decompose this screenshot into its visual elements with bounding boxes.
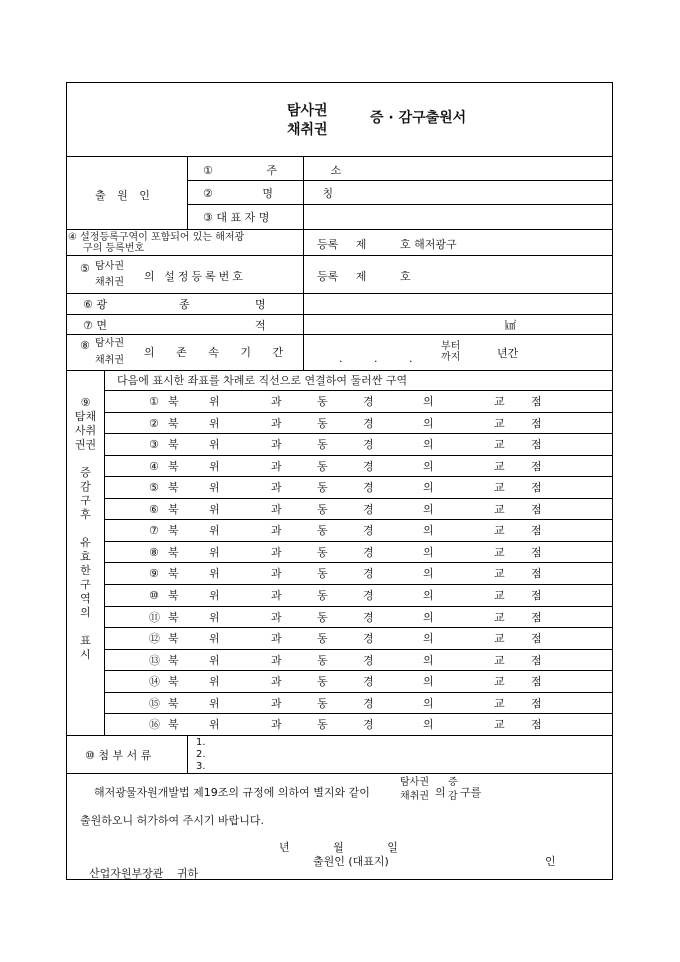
coord-row-number: ⑬ [149, 653, 160, 667]
coord-row-word: 위 [209, 632, 220, 646]
item5-kind-top: 탐사권 [95, 261, 124, 272]
coord-row-word: 동 [317, 502, 328, 516]
coord-row-word: 위 [209, 675, 220, 689]
coord-row-word: 동 [317, 395, 328, 408]
coord-row-word: 북 [168, 589, 179, 603]
coord-row-word: 위 [209, 653, 220, 667]
coord-row-word: 과 [271, 632, 282, 646]
coord-row-word: 위 [209, 524, 220, 538]
coord-row-word: 북 [168, 481, 179, 495]
attachment-1[interactable]: 1. [196, 737, 206, 748]
coord-row-word: 위 [209, 438, 220, 452]
declaration-applicant: 출원인 (대표지) [313, 855, 389, 868]
row-divider [104, 476, 612, 477]
coord-row-word: 동 [317, 610, 328, 624]
coord-row-word: 교 [494, 567, 505, 581]
coord-row-word: 경 [363, 459, 374, 473]
coord-row-word: 위 [209, 459, 220, 473]
coord-row-word: 의 [423, 610, 434, 624]
coord-row-word: 과 [271, 567, 282, 581]
coord-row-word: 의 [423, 589, 434, 603]
declaration-date: 년 월 일 [279, 841, 398, 854]
coord-row-word: 경 [363, 395, 374, 408]
item8-num: ⑧ [80, 339, 90, 352]
coord-row-word: 교 [494, 416, 505, 430]
applicant-label: 출 원 인 [95, 189, 154, 202]
coord-row-word: 경 [363, 610, 374, 624]
coord-row-word: 동 [317, 696, 328, 710]
vertical-label-char: 후 [80, 508, 91, 521]
coord-row-word: 북 [168, 696, 179, 710]
coord-row-word: 교 [494, 459, 505, 473]
coord-row-word: 위 [209, 502, 220, 516]
item7-label-b: 적 [255, 319, 266, 332]
mineral-name-field[interactable] [304, 294, 612, 313]
coord-row-word: 과 [271, 675, 282, 689]
item8-kind-top: 탐사권 [95, 338, 124, 349]
coord-row-word: 위 [209, 395, 220, 408]
coord-row-word: 교 [494, 524, 505, 538]
coord-row-word: 위 [209, 696, 220, 710]
item5-value-suffix: 호 [400, 270, 411, 283]
coord-row-word: 위 [209, 545, 220, 559]
coord-row-word: 과 [271, 718, 282, 732]
representative-field[interactable] [304, 205, 612, 228]
row-divider [104, 606, 612, 607]
coord-row-word: 점 [531, 502, 542, 516]
coord-row-number: ⑩ [149, 589, 159, 603]
coord-row-word: 위 [209, 589, 220, 603]
coord-row-word: 경 [363, 545, 374, 559]
coord-row-word: 점 [531, 438, 542, 452]
vertical-label-char [67, 452, 104, 466]
item8-label: 의 존 속 기 간 [144, 346, 288, 359]
coord-row-word: 의 [423, 653, 434, 667]
coord-row-word: 북 [168, 675, 179, 689]
coord-row-word: 교 [494, 718, 505, 732]
coord-row-word: 동 [317, 632, 328, 646]
address-label: ① 주 소 [203, 164, 342, 177]
row-divider [104, 455, 612, 456]
coord-row-word: 과 [271, 653, 282, 667]
row-divider [104, 519, 612, 520]
coord-row-word: 북 [168, 395, 179, 408]
item6-label-c: 명 [255, 298, 266, 311]
vertical-label-char: 탐채 [74, 410, 97, 423]
coord-row-word: 의 [423, 438, 434, 452]
row-divider [104, 562, 612, 563]
coord-row-word: 교 [494, 653, 505, 667]
coord-row-word: 경 [363, 481, 374, 495]
coord-row-word: 경 [363, 416, 374, 430]
coord-row-word: 북 [168, 632, 179, 646]
item4-value-registration: 등록 제 [317, 238, 367, 251]
coord-row-number: ⑭ [149, 675, 160, 689]
vertical-label-char: 권권 [74, 438, 97, 451]
coord-row-word: 의 [423, 481, 434, 495]
duration-years: 년간 [497, 347, 519, 360]
item7-label-a: ⑦ 면 [83, 319, 107, 332]
coord-row-word: 경 [363, 589, 374, 603]
coord-row-word: 북 [168, 416, 179, 430]
coord-row-word: 북 [168, 718, 179, 732]
coord-row-word: 의 [423, 675, 434, 689]
coord-row-word: 교 [494, 481, 505, 495]
duration-to: 까지 [441, 352, 461, 363]
coord-row-word: 점 [531, 718, 542, 732]
coord-row-word: 동 [317, 675, 328, 689]
coord-row-number: ⑮ [149, 696, 160, 710]
coord-row-word: 의 [423, 502, 434, 516]
declaration-mid: 의 [435, 786, 446, 799]
coord-row-number: ③ [149, 438, 159, 452]
coord-row-word: 경 [363, 632, 374, 646]
coord-row-word: 동 [317, 567, 328, 581]
vertical-label-char: 사취 [74, 424, 97, 437]
coord-row-word: 동 [317, 416, 328, 430]
page-title: 증 · 감구출원서 [370, 110, 467, 126]
coord-row-word: 위 [209, 567, 220, 581]
coord-row-number: ⑯ [149, 718, 160, 732]
attachments-label: ⑩ 첨 부 서 류 [85, 749, 152, 762]
coord-row-word: 경 [363, 438, 374, 452]
coord-row-word: 의 [423, 395, 434, 408]
coord-row-word: 교 [494, 632, 505, 646]
coord-row-word: 의 [423, 459, 434, 473]
coord-row-number: ② [149, 416, 159, 430]
row-divider [104, 412, 612, 413]
item9-vertical-label [67, 396, 104, 662]
item5-value-registration: 등록 제 [317, 270, 367, 283]
coord-row-word: 점 [531, 567, 542, 581]
vertical-label-char: 표 [80, 634, 91, 647]
representative-label: ③ 대 표 자 명 [203, 211, 270, 224]
coord-row-word: 북 [168, 545, 179, 559]
coord-row-word: 교 [494, 502, 505, 516]
item8-kind-bottom: 채취권 [95, 355, 124, 366]
coord-row-word: 동 [317, 718, 328, 732]
coord-row-number: ⑨ [149, 567, 159, 581]
item4-value-suffix: 호 해저광구 [400, 238, 457, 251]
item6-label-a: ⑥ 광 [83, 298, 107, 311]
coord-row-word: 위 [209, 481, 220, 495]
coord-row-word: 과 [271, 395, 282, 408]
coord-row-word: 점 [531, 610, 542, 624]
row-divider [104, 649, 612, 650]
coord-row-word: 북 [168, 653, 179, 667]
declaration-inc-bottom: 감 [448, 791, 458, 802]
coord-row-word: 과 [271, 545, 282, 559]
coord-row-number: ⑥ [149, 502, 159, 516]
coord-row-word: 북 [168, 524, 179, 538]
coord-row-word: 과 [271, 610, 282, 624]
row-divider [104, 692, 612, 693]
coord-row-word: 동 [317, 438, 328, 452]
row-divider [104, 584, 612, 585]
coord-row-word: 교 [494, 696, 505, 710]
attachment-2[interactable]: 2. [196, 749, 206, 760]
vertical-label-char: 효 [80, 550, 91, 563]
declaration-line2: 출원하오니 허가하여 주시기 바랍니다. [80, 814, 265, 827]
coord-row-word: 의 [423, 632, 434, 646]
coord-row-word: 의 [423, 545, 434, 559]
coord-row-number: ⑪ [149, 610, 160, 624]
coord-row-word: 교 [494, 545, 505, 559]
coord-row-word: 점 [531, 653, 542, 667]
item6-label-b: 종 [179, 298, 190, 311]
coord-row-word: 과 [271, 481, 282, 495]
coord-row-word: 북 [168, 502, 179, 516]
row-divider [104, 713, 612, 714]
coord-row-word: 점 [531, 589, 542, 603]
coord-row-word: 경 [363, 675, 374, 689]
vertical-label-char: 감 [80, 480, 91, 493]
name-label: ② 명 칭 [203, 187, 334, 200]
coord-row-word: 위 [209, 416, 220, 430]
coord-row-word: 경 [363, 653, 374, 667]
coord-row-word: 의 [423, 567, 434, 581]
coord-row-number: ① [149, 395, 159, 408]
coord-row-word: 위 [209, 718, 220, 732]
row-divider [104, 498, 612, 499]
coord-row-word: 점 [531, 696, 542, 710]
item9-intro: 다음에 표시한 좌표를 차례로 직선으로 연결하여 둘러싼 구역 [117, 374, 408, 387]
item4-label-line1: ④ 설정등록구역이 포함되어 있는 해저광 [68, 232, 245, 243]
application-form [66, 82, 613, 880]
vertical-label-char: ⑨ [80, 396, 91, 409]
coord-row-word: 의 [423, 416, 434, 430]
coord-row-word: 과 [271, 589, 282, 603]
coord-row-number: ⑦ [149, 524, 159, 538]
coord-row-word: 의 [423, 696, 434, 710]
vertical-label-char: 유 [80, 536, 91, 549]
vertical-label-char: 한 [80, 564, 91, 577]
vertical-label-char: 증 [80, 466, 91, 479]
coord-row-word: 동 [317, 481, 328, 495]
declaration-line1a: 해저광물자원개발법 제19조의 규정에 의하여 별지와 같이 [94, 786, 370, 799]
coord-row-word: 점 [531, 632, 542, 646]
item4-label-line2: 구의 등록번호 [83, 243, 145, 254]
item5-num: ⑤ [80, 262, 90, 275]
duration-from: 부터 [441, 341, 461, 352]
row-divider [104, 433, 612, 434]
declaration-kind-bottom: 채취권 [400, 791, 429, 802]
coord-row-word: 경 [363, 567, 374, 581]
declaration-inc-top: 증 [448, 777, 458, 788]
coord-row-word: 교 [494, 589, 505, 603]
area-unit: ㎢ [505, 319, 516, 332]
coord-row-word: 점 [531, 481, 542, 495]
vertical-label-char: 구 [80, 578, 91, 591]
vertical-label-char [67, 522, 104, 536]
coord-row-number: ⑫ [149, 632, 160, 646]
coord-row-word: 점 [531, 459, 542, 473]
coord-row-word: 과 [271, 502, 282, 516]
coord-row-word: 의 [423, 524, 434, 538]
vertical-label-char: 시 [80, 648, 91, 661]
coord-row-word: 점 [531, 524, 542, 538]
coord-row-number: ⑧ [149, 545, 159, 559]
name-field[interactable] [304, 181, 612, 204]
coord-row-word: 동 [317, 653, 328, 667]
coord-row-word: 과 [271, 459, 282, 473]
coord-row-number: ⑤ [149, 481, 159, 495]
coord-row-word: 동 [317, 545, 328, 559]
coord-row-word: 점 [531, 675, 542, 689]
row-divider [104, 627, 612, 628]
seal-mark: 인 [545, 855, 556, 868]
coord-row-word: 경 [363, 696, 374, 710]
attachment-3[interactable]: 3. [196, 761, 206, 772]
address-field[interactable] [304, 157, 612, 180]
vertical-label-char [67, 620, 104, 634]
coord-row-word: 점 [531, 416, 542, 430]
coord-row-word: 북 [168, 567, 179, 581]
declaration-kind-top: 탐사권 [400, 777, 429, 788]
coord-row-number: ④ [149, 459, 159, 473]
coord-row-word: 북 [168, 610, 179, 624]
coord-row-word: 경 [363, 718, 374, 732]
vertical-label-char: 구 [80, 494, 91, 507]
coord-row-word: 점 [531, 395, 542, 408]
coord-row-word: 경 [363, 524, 374, 538]
vertical-label-char: 역 [80, 592, 91, 605]
coord-row-word: 북 [168, 438, 179, 452]
coord-row-word: 동 [317, 524, 328, 538]
duration-dots: . . . [339, 352, 413, 365]
coord-row-word: 과 [271, 696, 282, 710]
coord-row-word: 교 [494, 610, 505, 624]
coord-row-word: 교 [494, 675, 505, 689]
title-kind-top: 탐사권 [287, 103, 328, 119]
coord-row-word: 과 [271, 438, 282, 452]
declaration-line1b: 구를 [460, 786, 482, 799]
coord-row-word: 의 [423, 718, 434, 732]
coord-row-word: 과 [271, 524, 282, 538]
item5-label: 의 설정등록번호 [144, 270, 246, 283]
row-divider [104, 541, 612, 542]
coord-row-word: 과 [271, 416, 282, 430]
coord-row-word: 위 [209, 610, 220, 624]
coord-row-word: 동 [317, 459, 328, 473]
title-kind-bottom: 채취권 [287, 122, 328, 138]
recipient: 산업자원부장관 귀하 [89, 867, 199, 880]
row-divider [104, 670, 612, 671]
item5-kind-bottom: 채취권 [95, 277, 124, 288]
coord-row-word: 점 [531, 545, 542, 559]
vertical-label-char: 의 [80, 606, 91, 619]
coord-row-word: 동 [317, 589, 328, 603]
coord-row-word: 교 [494, 395, 505, 408]
coord-row-word: 교 [494, 438, 505, 452]
coord-row-word: 북 [168, 459, 179, 473]
coord-row-word: 경 [363, 502, 374, 516]
